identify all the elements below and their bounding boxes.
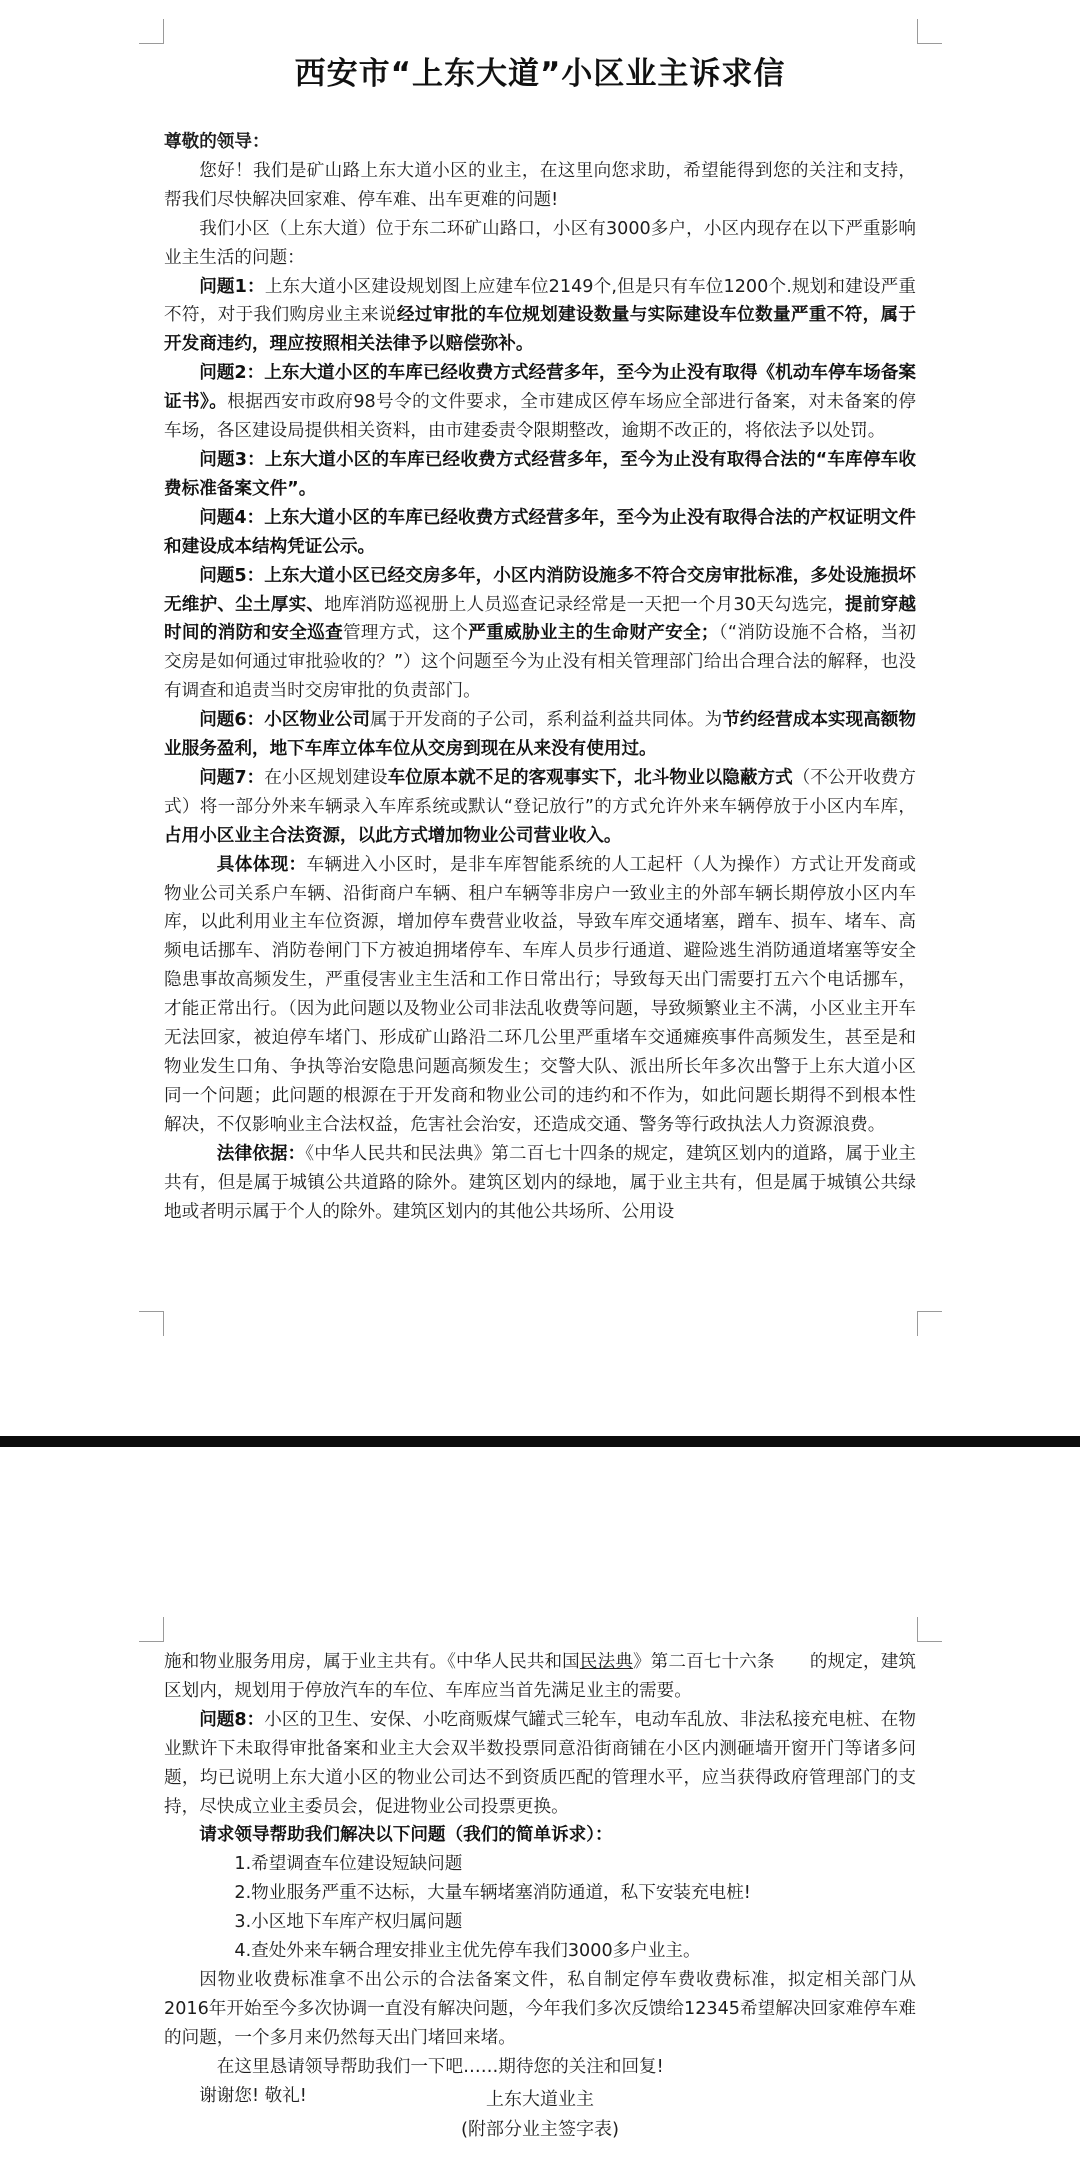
issue-3-label: 问题3： (199, 449, 265, 470)
page-separator (0, 1385, 1080, 1617)
letter-body-page-1 (164, 128, 916, 1226)
letter-body-page-2 (164, 1648, 916, 2111)
detail-paragraph (164, 851, 916, 1140)
issue-5-emphasis: 上东大道小区已经交房多年，小区内消防设施多不符合交房审批标准，多处设施损坏无维护、尘土厚实、 (164, 565, 916, 615)
issue-1-label: 问题1： (199, 276, 265, 297)
document-title: 西安市“上东大道”小区业主诉求信 (294, 56, 786, 92)
issue-6 (164, 706, 916, 764)
legal-label: 法律依据： (216, 1143, 306, 1164)
crop-mark-bottom-left (139, 1311, 164, 1336)
detail-text: 车辆进入小区时，是非车库智能系统的人工起杆（人为操作）方式让开发商或物业公司关系户车辆、沿街商户车辆、租户车辆等非房户一致业主的外部车辆长期停放小区内车库，以此利用业主车位资源，增加停车费营业收益，导致车库交通堵塞，蹭车、损车、堵车、高频电话挪车、消防卷闸门下方被迫拥堵停车、车库人员步行通道、避险逃生消防通道堵塞等安全隐患事故高频发生，严重侵害业主生活和工作日常出行；导致每天出门需要打五六个电话挪车，才能正常出行。（因为此问题以及物业公司非法乱收费等问题，导致频繁业主不满，小区业主开车无法回家，被迫停车堵门、形成矿山路沿二环几公里严重堵车交通瘫痪事件高频发生，甚至是和物业发生口角、争执等治安隐患问题高频发生；交警大队、派出所长年多次出警于上东大道小区同一个问题；此问题的根源在于开发商和物业公司的违约和不作为，如此问题长期得不到根本性解决，不仅影响业主合法权益，危害社会治安，还造成交通、警务等行政执法人力资源浪费。 (164, 854, 916, 1135)
legal-text: 《中华人民共和民法典》第二百七十四条的规定，建筑区划内的道路，属于业主共有，但是属于城镇公共道路的除外。建筑区划内的绿地，属于业主共有，但是属于城镇公共绿地或者明示属于个人的除外。建筑区划内的其他公共场所、公用设 (164, 1143, 916, 1222)
issue-5-emphasis-3: 严重威胁业主的生命财产安全； (468, 623, 719, 644)
issue-6-emphasis-2: 节约经营成本实现高额物业服务盈利，地下车库立体车位从交房到现在从来没有使用过。 (164, 710, 916, 760)
issue-1-emphasis: 经过审批的车位规划建设数量与实际建设车位数量严重不符，属于开发商违约，理应按照相关法律予以赔偿弥补。 (164, 305, 916, 355)
issue-5-label: 问题5： (199, 565, 265, 586)
issue-4-emphasis: 上东大道小区的车库已经收费方式经营多年，至今为止没有取得合法的产权证明文件和建设成本结构凭证公示。 (164, 507, 916, 557)
requests-heading (164, 1821, 916, 1850)
issue-5-emphasis-2: 提前穿越时间的消防和安全巡查 (164, 594, 916, 644)
issue-2 (164, 359, 916, 446)
issue-5-text-2: 管理方式，这个 (342, 623, 469, 644)
issue-7-label: 问题7： (199, 767, 265, 788)
legal-basis-paragraph (164, 1140, 916, 1227)
legal-cont-text: 施和物业服务用房，属于业主共有。《中华人民共和国 (164, 1652, 580, 1672)
civil-code-link[interactable]: 民法典 (579, 1652, 633, 1672)
salutation: 尊敬的领导： (164, 132, 270, 152)
page-separator-bar (0, 1436, 1080, 1447)
issue-2-text: 根据西安市政府98号令的文件要求，全市建成区停车场应全部进行备案，对未备案的停车场，各区建设局提供相关资料，由市建委责令限期整改，逾期不改正的，将依法予以处罚。 (164, 392, 916, 442)
closing-plea: 在这里恳请领导帮助我们一下吧……期待您的关注和回复! (216, 2056, 664, 2077)
issue-8-label: 问题8： (199, 1709, 265, 1730)
issue-4 (164, 504, 916, 562)
request-item: 2.物业服务严重不达标，大量车辆堵塞消防通道，私下安装充电桩! (234, 1883, 751, 1904)
intro-paragraph: 您好！我们是矿山路上东大道小区的业主，在这里向您求助，希望能得到您的关注和支持，帮我们尽快解决回家难、停车难、出车更难的问题! (164, 160, 916, 210)
issue-8 (164, 1706, 916, 1822)
signature: 上东大道业主 (486, 2089, 594, 2110)
issue-5-text: 地库消防巡视册上人员巡查记录经常是一天把一个月30天勾选完， (324, 594, 845, 615)
closing-paragraph: 因物业收费标准拿不出公示的合法备案文件，私自制定停车费收费标准，拟定相关部门从2016年开始至今多次协调一直没有解决问题，今年我们多次反馈给12345希望解决回家难停车难的问题，一个多月来仍然每天出门堵回来堵。 (164, 1969, 916, 2048)
issue-2-emphasis: 上东大道小区的车库已经收费方式经营多年，至今为止没有取得《机动车停车场备案证书》。 (164, 363, 916, 413)
issue-3 (164, 446, 916, 504)
issue-6-label: 问题6： (199, 710, 265, 731)
issue-7-text-2: （不公开收费方式）将一部分外来车辆录入车库系统或默认“登记放行”的方式允许外来车辆停放于小区内车库， (164, 767, 916, 817)
issue-5 (164, 562, 916, 707)
signature-note: (附部分业主签字表) (460, 2119, 620, 2140)
legal-basis-continued (164, 1648, 916, 1706)
issue-3-emphasis: 上东大道小区的车库已经收费方式经营多年，至今为止没有取得合法的“车库停车收费标准备案文件”。 (164, 449, 916, 499)
crop-mark-top-right-2 (917, 1617, 942, 1642)
requests-heading-text: 请求领导帮助我们解决以下问题（我们的简单诉求）： (199, 1825, 613, 1846)
issue-4-label: 问题4： (199, 507, 265, 528)
issue-1-text: 上东大道小区建设规划图上应建车位2149个,但是只有车位1200个.规划和建设严重不符，对于我们购房业主来说 (164, 276, 916, 326)
request-item: 1.希望调查车位建设短缺问题 (234, 1854, 463, 1875)
issue-7-text: 在小区规划建设 (264, 767, 388, 788)
issue-2-label: 问题2： (199, 363, 265, 384)
crop-mark-top-left (139, 19, 164, 44)
issue-1 (164, 273, 916, 360)
crop-mark-bottom-right (917, 1311, 942, 1336)
request-item: 3.小区地下车库产权归属问题 (234, 1912, 463, 1933)
issue-7 (164, 764, 916, 851)
crop-mark-top-right (917, 19, 942, 44)
issue-6-text: 属于开发商的子公司，系利益利益共同体。为 (369, 710, 723, 731)
background-paragraph: 我们小区（上东大道）位于东二环矿山路口，小区有3000多户，小区内现存在以下严重影响业主生活的问题： (164, 218, 916, 268)
issue-7-emphasis-2: 占用小区业主合法资源，以此方式增加物业公司营业收入。 (164, 825, 622, 846)
crop-mark-top-left-2 (139, 1617, 164, 1642)
detail-label: 具体体现： (216, 854, 307, 875)
issue-5-text-3: （“消防设施不合格，当初交房是如何通过审批验收的？”）这个问题至今为止没有相关管理部门给出合理合法的解释，也没有调查和追责当时交房审批的负责部门。 (164, 623, 916, 702)
issue-8-text: 小区的卫生、安保、小吃商贩煤气罐式三轮车，电动车乱放、非法私接充电桩、在物业默许下未取得审批备案和业主大会双半数投票同意沿街商铺在小区内测砸墙开窗开门等诸多问题，均已说明上东大道小区的物业公司达不到资质匹配的管理水平，应当获得政府管理部门的支持，尽快成立业主委员会，促进物业公司投票更换。 (164, 1709, 916, 1817)
closing-thanks: 谢谢您! 敬礼! (199, 2085, 307, 2106)
legal-cont-text-2: 》第二百七十六条 的规定，建筑区划内，规划用于停放汽车的车位、车库应当首先满足业主的需要。 (164, 1652, 916, 1701)
request-item: 4.查处外来车辆合理安排业主优先停车我们3000多户业主。 (234, 1941, 701, 1962)
issue-7-emphasis: 车位原本就不足的客观事实下，北斗物业以隐蔽方式 (387, 767, 793, 788)
document-page-2 (0, 1617, 1080, 2163)
issue-6-emphasis: 小区物业公司 (264, 710, 370, 731)
